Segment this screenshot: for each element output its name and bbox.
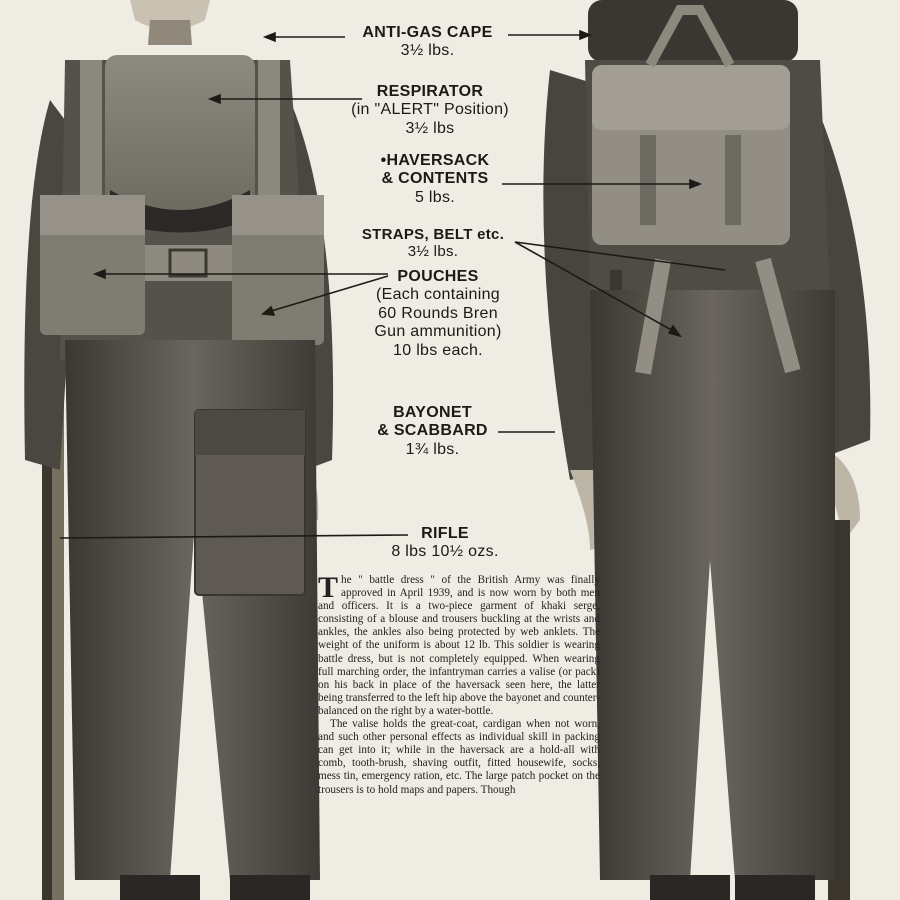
bayonet-scabbard: & SCABBARD bbox=[377, 422, 488, 440]
respirator-weight: 3½ lbs bbox=[405, 119, 455, 137]
pouches-weight: 10 lbs each. bbox=[393, 341, 483, 359]
anti-gas-cape-weight: 3½ lbs. bbox=[400, 42, 455, 60]
anti-gas-cape-name: ANTI-GAS CAPE bbox=[362, 24, 493, 41]
article-body bbox=[318, 571, 600, 797]
article-paragraph-1 bbox=[318, 571, 600, 718]
pouches-line2: (Each containing bbox=[376, 286, 500, 304]
respirator-name: RESPIRATOR bbox=[376, 83, 484, 100]
haversack-weight: 5 lbs. bbox=[414, 188, 456, 206]
article-paragraph-2: The valise holds the great-coat, cardigan when not worn, and such other personal effects as individual skill in packing can get into it; while in the haversack are a hold-all with comb, tooth-brush, shaving outfit, fitted housewife, socks, mess tin, emergency ration, etc. The large patch pocket on the trousers is to hold maps and papers. Though bbox=[318, 718, 600, 796]
pouches-line3: 60 Rounds Bren bbox=[378, 304, 498, 322]
straps-weight: 3½ lbs. bbox=[407, 243, 459, 261]
label-respirator bbox=[335, 83, 525, 138]
label-pouches bbox=[348, 268, 528, 360]
label-straps bbox=[348, 226, 518, 261]
drop-cap: T bbox=[318, 571, 339, 604]
label-haversack bbox=[360, 152, 510, 207]
rifle-weight: 8 lbs 10½ ozs. bbox=[391, 543, 499, 561]
label-anti-gas-cape bbox=[345, 24, 510, 61]
pouches-name: POUCHES bbox=[397, 268, 479, 285]
label-bayonet bbox=[365, 404, 500, 459]
haversack-contents: & CONTENTS bbox=[381, 170, 489, 188]
bayonet-name: BAYONET bbox=[393, 404, 472, 421]
straps-name: STRAPS, BELT etc. bbox=[361, 226, 505, 243]
bayonet-weight: 1¾ lbs. bbox=[405, 440, 460, 458]
rifle-name: RIFLE bbox=[421, 525, 469, 542]
article-paragraph-1-text: he " battle dress " of the British Army was finally approved in April 1939, and is now worn by both men and officers. It is a two-piece garment of khaki serge, consisting of a blouse and trousers buckling at the wrists and ankles, the ankles also being protected by web anklets. The weight of the uniform is about 12 lb. This soldier is wearing battle dress, but is not completely equipped. When wearing full marching order, the infantryman carries a valise (or pack) on his back in place of the haversack seen here, the latter being transferred to the left hip above the bayonet and counter-balanced on the right by a water-bottle. bbox=[318, 574, 600, 717]
respirator-note: (in "ALERT" Position) bbox=[351, 101, 509, 119]
haversack-name: •HAVERSACK bbox=[380, 152, 490, 169]
pouches-line4: Gun ammunition) bbox=[374, 323, 502, 341]
label-rifle bbox=[380, 525, 510, 562]
